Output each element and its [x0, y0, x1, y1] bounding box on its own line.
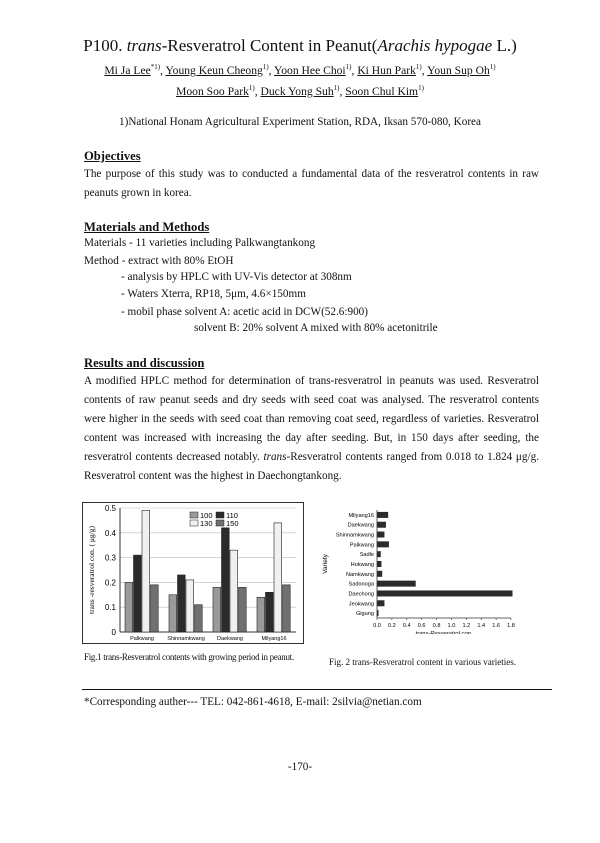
corresponding-author: *Corresponding auther--- TEL: 042-861-4618, E-mail: 2silvia@netian.com [84, 696, 422, 708]
author-name [357, 64, 421, 77]
x-tick-label: Daekwang [217, 636, 243, 642]
figure2-chart [316, 506, 540, 634]
author-affil-mark: 1) [345, 63, 352, 71]
bar [266, 592, 274, 632]
title-trans: trans [126, 36, 162, 55]
bar [239, 587, 247, 632]
author-line-1: Mi Ja Lee$^{*1)}$, Young Keun Cheong$^{1)}$, Yoon Hee Choi$^{1)}$, Ki Hun Park$^{1)}$, Youn Sup Oh$^{1)}$ [104, 63, 496, 77]
title-main: -Resveratrol Content in Peanut( [161, 36, 378, 55]
author-name [345, 85, 424, 98]
legend-label: 150 [226, 519, 239, 528]
x-tick-label: Milyang16 [261, 636, 287, 642]
bar [377, 600, 384, 606]
bar [377, 590, 512, 596]
legend-swatch [216, 512, 224, 518]
bar [377, 512, 388, 518]
x-tick-label: 1.8 [507, 623, 515, 629]
bar [257, 597, 265, 632]
author-affil-mark: 1) [489, 63, 496, 71]
y-tick-label: 0.1 [104, 603, 116, 613]
author-text: Mi Ja Lee [104, 63, 151, 77]
legend-label: 130 [200, 519, 213, 528]
y-axis-label: Variety [322, 554, 329, 574]
figure1-caption: Fig.1 trans-Resveratrol contents with growing period in peanut. [84, 652, 294, 662]
methods-solvent-a: - mobil phase solvent A: acetic acid in DCW(52.6:900) [121, 306, 368, 318]
results-trans: trans [263, 451, 287, 463]
bar [169, 595, 177, 632]
y-tick-label: 0 [111, 628, 116, 637]
methods-method: Method - extract with 80% EtOH [84, 255, 234, 267]
x-tick-label: 1.6 [492, 623, 501, 629]
page-number: -170- [287, 761, 313, 773]
bar [178, 575, 186, 632]
author-text: Duck Yong Suh [260, 84, 334, 98]
objectives-text: The purpose of this study was to conducted a fundamental data of the resveratrol contents in raw peanuts grown in korea. [84, 168, 539, 199]
author-line-2: Moon Soo Park$^{1)}$, Duck Yong Suh$^{1)}$, Soon Chul Kim$^{1)}$ [176, 84, 424, 98]
x-tick-label: 0.0 [373, 623, 381, 629]
bar [151, 585, 159, 632]
y-axis-label: trans -resveratrol con. ( μg/g) [87, 526, 96, 614]
bar [377, 551, 381, 557]
bar [283, 585, 291, 632]
title-species: Arachis hypogae [377, 36, 493, 55]
x-tick-label: 0.6 [417, 623, 426, 629]
bar [377, 581, 416, 587]
bar [186, 580, 194, 632]
methods-materials: Materials - 11 varieties including Palkwangtankong [84, 237, 316, 249]
bar [213, 587, 221, 632]
y-tick-label: 0.4 [104, 528, 116, 538]
y-tick-label: Namkwang [346, 571, 374, 578]
x-tick-label: 0.8 [432, 623, 441, 629]
results-main: A modified HPLC method for determination of trans-resveratrol in peanuts was used. Resveratrol contents of raw peanut seeds and dry seeds with seed coat was analysed. The resveratrol contents were higher in the seeds with seed coat than removing coat seed, regardless of varieties. Resveratrol content was increased with increasing the day after seeding. But, in 150 days after seeding, the resveratrol contents decreased notably. [84, 375, 539, 463]
methods-heading: Materials and Methods [84, 220, 210, 234]
x-tick-label: 1.0 [447, 623, 456, 629]
bar [142, 510, 150, 632]
legend-label: 110 [226, 511, 238, 520]
methods-hplc: - analysis by HPLC with UV-Vis detector at 308nm [121, 271, 352, 283]
x-tick-label: Palkwang [130, 636, 154, 642]
y-tick-label: Daekwang [347, 522, 374, 529]
y-tick-label: Sadle [359, 552, 374, 559]
bar [195, 605, 203, 632]
paper-title [0, 36, 600, 56]
objectives-heading: Objectives [84, 149, 141, 163]
y-tick-label: 0.2 [104, 578, 116, 588]
affiliation: 1)National Honam Agricultural Experiment Station, RDA, Iksan 570-080, Korea [119, 116, 481, 128]
bar [230, 550, 238, 632]
bar [377, 561, 381, 567]
bar [125, 582, 133, 632]
bar [274, 523, 282, 632]
y-tick-label: Daechong [348, 591, 374, 598]
author-affil-mark: 1) [418, 84, 424, 92]
y-tick-label: Hokwang [350, 562, 374, 568]
author-text: Moon Soo Park [176, 84, 249, 98]
author-name [104, 64, 160, 77]
author-text: Young Keun Cheong [165, 63, 263, 77]
x-tick-label: 0.4 [402, 623, 411, 629]
bar [377, 610, 378, 616]
x-tick-label: 1.4 [477, 623, 486, 629]
y-tick-label: Sadonoga [348, 581, 374, 588]
x-tick-label: Shinnamkwang [167, 636, 205, 642]
author-affil-mark: *1) [150, 63, 161, 71]
bar [377, 522, 386, 528]
author-text: Ki Hun Park [357, 63, 416, 77]
footer-rule [82, 689, 552, 690]
figure2-caption: Fig. 2 trans-Resveratrol content in various varieties. [329, 657, 516, 667]
bar [377, 541, 389, 547]
author-name [427, 64, 495, 77]
author-text: Soon Chul Kim [345, 84, 419, 98]
y-tick-label: Shinnamkwang [335, 532, 374, 539]
y-tick-label: 0.5 [104, 504, 116, 513]
methods-column: - Waters Xterra, RP18, 5μm, 4.6×150mm [121, 288, 306, 300]
x-axis-label: trans-Resveratrol con. [415, 631, 473, 634]
author-name [261, 85, 340, 98]
y-tick-label: Palkwang [349, 542, 374, 549]
author-affil-mark: 1) [262, 63, 269, 71]
y-tick-label: 0.3 [104, 553, 116, 563]
author-affil-mark: 1) [333, 84, 340, 92]
y-tick-label: Jeokwang [348, 601, 374, 608]
author-affil-mark: 1) [248, 84, 255, 92]
bar [377, 571, 382, 577]
y-tick-label: Milyang16 [348, 512, 374, 519]
y-tick-label: Gigung [355, 611, 374, 618]
results-heading: Results and discussion [84, 356, 205, 370]
legend-swatch [190, 512, 198, 518]
x-tick-label: 1.2 [462, 623, 471, 629]
legend-swatch [190, 520, 198, 526]
author-name [176, 85, 255, 98]
legend-swatch [216, 520, 224, 526]
author-affil-mark: 1) [415, 63, 422, 71]
results-text [84, 372, 539, 486]
methods-solvent-b: solvent B: 20% solvent A mixed with 80% acetonitrile [194, 322, 438, 334]
x-tick-label: 0.2 [387, 623, 396, 629]
title-post: L.) [492, 36, 517, 55]
author-name [165, 64, 268, 77]
legend-label: 100 [200, 511, 213, 520]
bar [377, 532, 384, 538]
paper-code: P100. [83, 36, 123, 55]
author-name [274, 64, 351, 77]
author-text: Youn Sup Oh [427, 63, 490, 77]
figure1-chart [82, 502, 304, 644]
author-text: Yoon Hee Choi [274, 63, 346, 77]
bar [222, 528, 230, 632]
results-tail: -Resveratrol contents ranged from 0.018 to 1.824 μg/g. Resveratrol content was the highest in Daechongtankong. [84, 451, 540, 482]
bar [134, 555, 142, 632]
